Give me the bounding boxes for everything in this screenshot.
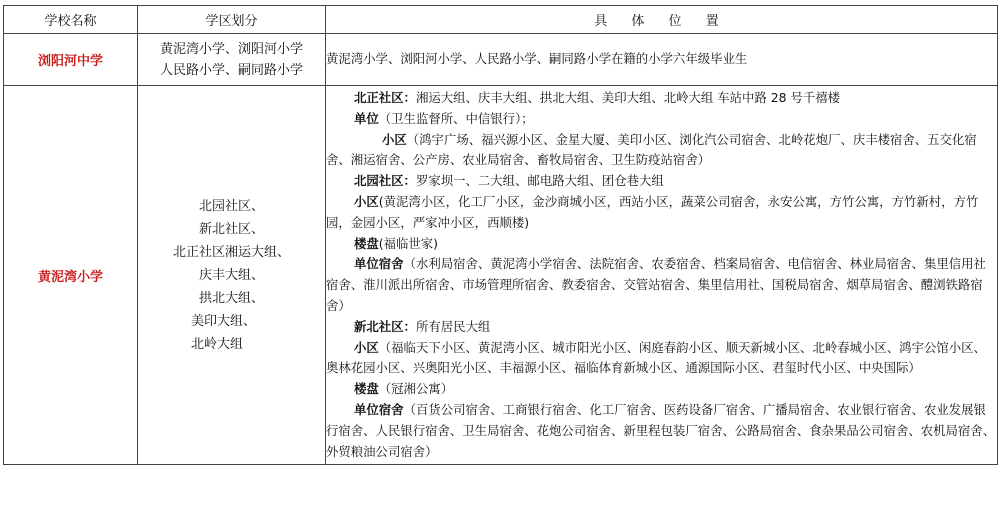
location-text: （卫生监督所、中信银行）；	[378, 110, 534, 126]
location-key: 楼盘	[354, 235, 379, 251]
table-row	[4, 34, 998, 86]
location-text: (黄泥湾小区，化工厂小区，金沙商城小区，西站小区，蔬菜公司宿舍，永安公寓，方竹公寓，方竹新村，方竹园，金园小区，严家冲小区，西顺楼)	[326, 193, 979, 230]
header-location: 具 体 位 置	[326, 6, 998, 34]
location-key: 单位	[354, 110, 379, 126]
location-key: 单位宿舍	[354, 256, 404, 272]
district-line: 新北社区、	[198, 221, 264, 237]
location-text: （百货公司宿舍、工商银行宿舍、化工厂宿舍、医药设备厂宿舍、广播局宿舍、农业银行宿舍、农业发展银行宿舍、人民银行宿舍、卫生局宿舍、花炮公司宿舍、新里程包装厂宿舍、公路局宿舍、食杂果品公司宿舍、农机局宿舍、外贸粮油公司宿舍）	[326, 401, 996, 459]
location-paragraph	[326, 192, 997, 234]
table-row	[4, 86, 998, 465]
location-text: (福临世家)	[378, 235, 439, 251]
location-text: 所有居民大组	[415, 318, 491, 334]
district-cell	[138, 34, 326, 86]
location-paragraph	[326, 254, 997, 316]
location-paragraph	[326, 130, 997, 172]
location-paragraph	[326, 171, 997, 192]
location-key: 楼盘	[354, 381, 379, 397]
location-key: 小区	[354, 193, 379, 209]
location-key: 北园社区：	[354, 173, 416, 189]
location-key: 新北社区：	[354, 318, 416, 334]
location-key: 北正社区：	[354, 90, 416, 105]
district-line: 拱北大组、	[198, 290, 264, 306]
location-paragraph	[326, 400, 997, 462]
location-text: （鸿宇广场、福兴源小区、金星大厦、美印小区、浏化汽公司宿舍、北岭花炮厂、庆丰楼宿舍、五交化宿舍、湘运宿舍、公产房、农业局宿舍、畜牧局宿舍、卫生防疫站宿舍）	[326, 131, 977, 168]
location-text: （水利局宿舍、黄泥湾小学宿舍、法院宿舍、农委宿舍、档案局宿舍、电信宿舍、林业局宿舍、集里信用社宿舍、淮川派出所宿舍、市场管理所宿舍、教委宿舍、交管站宿舍、集里信用社、国税局宿舍、烟草局宿舍、醴浏铁路宿舍）	[326, 256, 986, 313]
school-name: 浏阳河中学	[4, 34, 138, 86]
location-paragraph	[326, 88, 997, 109]
location-cell: 黄泥湾小学、浏阳河小学、人民路小学、嗣同路小学在籍的小学六年级毕业生	[326, 34, 998, 86]
header-row	[4, 6, 998, 34]
district-line: 北园社区、	[198, 198, 264, 214]
location-paragraph	[326, 379, 997, 400]
location-paragraph	[326, 317, 997, 338]
header-school-name: 学校名称	[4, 6, 138, 34]
location-cell	[326, 86, 998, 465]
location-paragraph	[326, 109, 997, 130]
location-text: 湘运大组、庆丰大组、拱北大组、美印大组、北岭大组 车站中路 28 号千禧楼	[415, 90, 841, 105]
school-name: 黄泥湾小学	[4, 86, 138, 465]
location-text: 罗家坝一、二大组、邮电路大组、团仓巷大组	[415, 173, 664, 189]
district-line: 北正社区湘运大组、	[172, 244, 290, 260]
district-line: 北岭大组	[190, 336, 243, 352]
district-cell	[138, 86, 326, 465]
location-key: 小区	[382, 131, 407, 147]
location-text: （冠湘公寓）	[378, 381, 454, 397]
location-paragraph	[326, 234, 997, 255]
school-district-table	[3, 5, 998, 465]
district-line: 人民路小学、嗣同路小学	[159, 62, 303, 78]
header-district: 学区划分	[138, 6, 326, 34]
district-line: 美印大组、	[190, 313, 256, 329]
location-key: 小区	[354, 339, 379, 355]
district-line: 庆丰大组、	[198, 267, 264, 283]
location-text: （福临天下小区、黄泥湾小区、城市阳光小区、闲庭春韵小区、顺天新城小区、北岭春城小区、鸿宇公馆小区、奥林花园小区、兴奥阳光小区、丰福源小区、福临体育新城小区、通源国际小区、君玺时代小区、中央国际）	[326, 339, 986, 376]
district-line: 黄泥湾小学、浏阳河小学	[159, 41, 303, 57]
location-key: 单位宿舍	[354, 401, 404, 417]
location-paragraph	[326, 338, 997, 380]
